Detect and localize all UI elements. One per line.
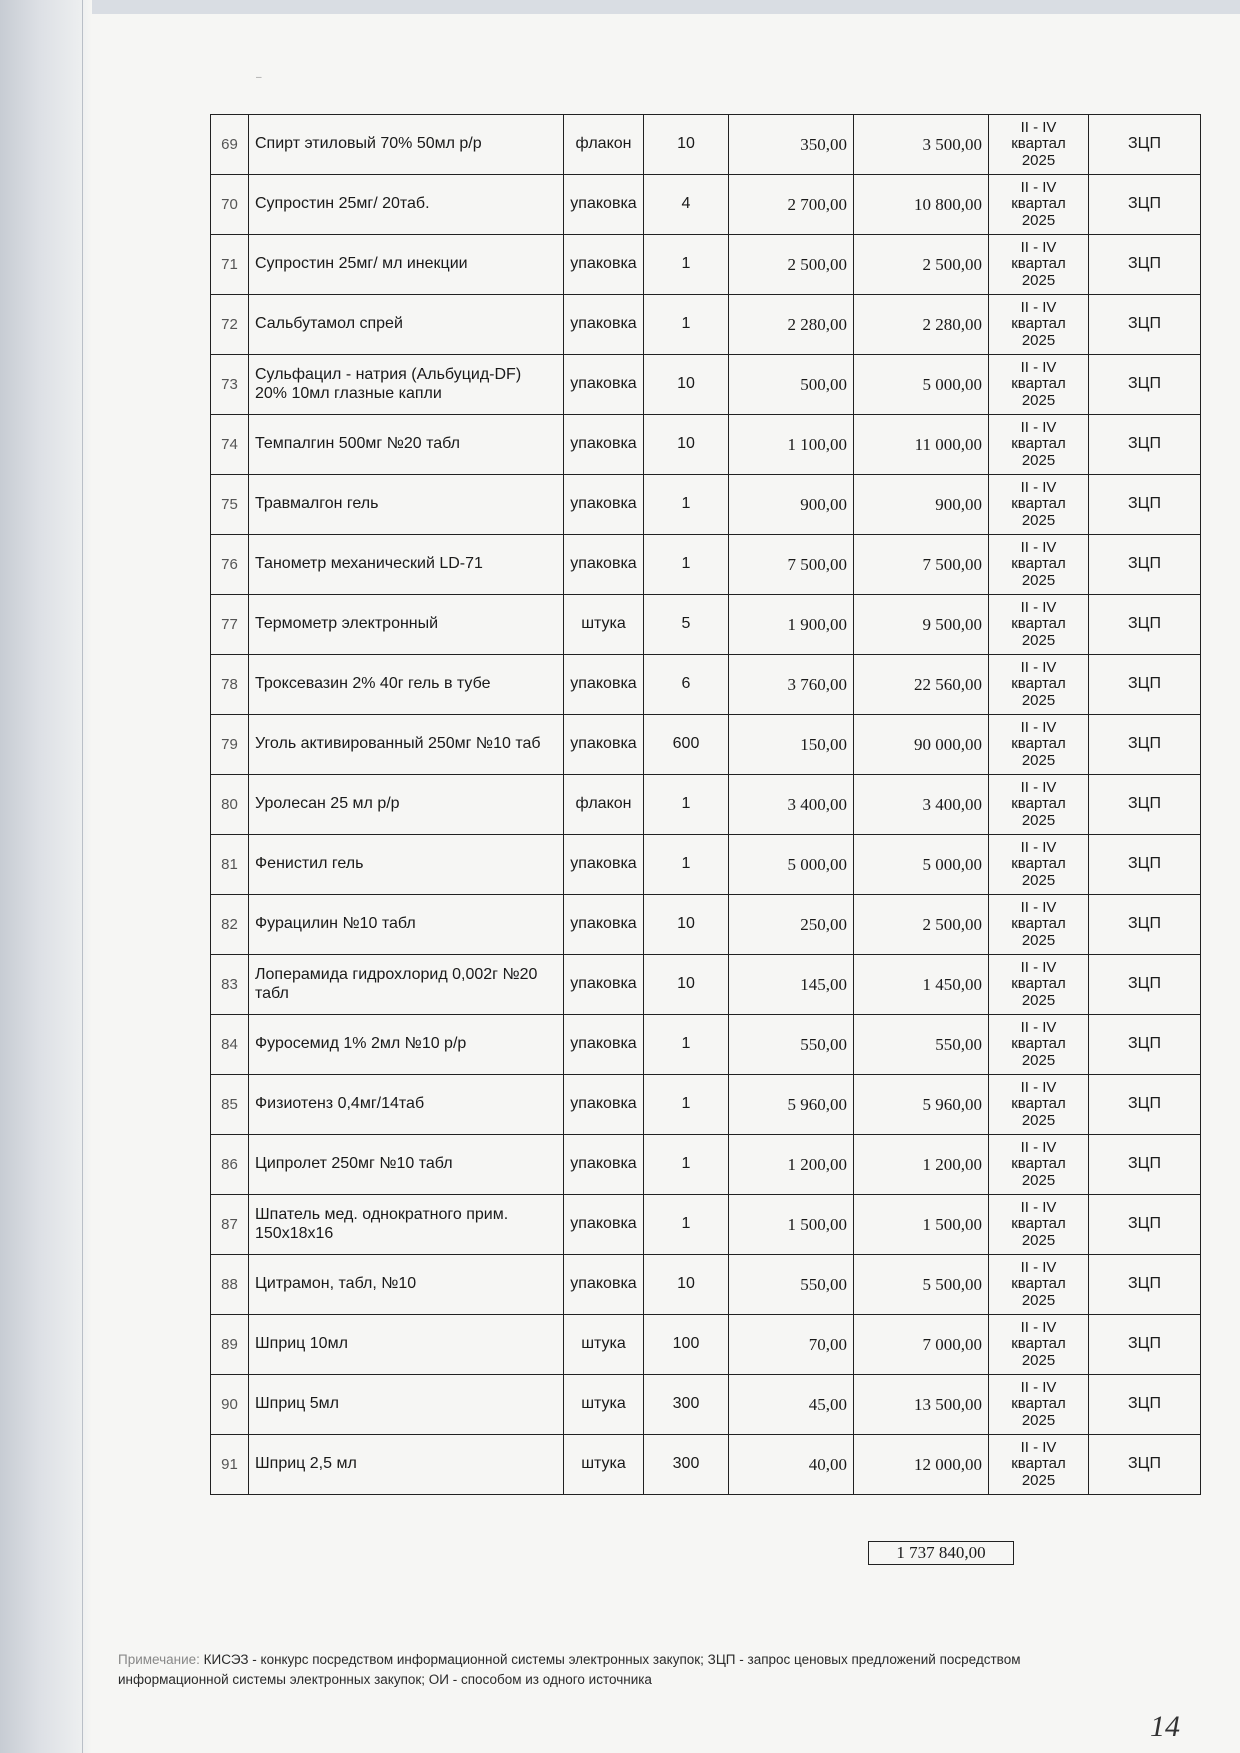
sum-cell: 3 400,00 [854, 775, 989, 835]
quantity-cell: 10 [644, 1255, 729, 1315]
quantity-cell: 10 [644, 955, 729, 1015]
period-line: 2025 [1021, 451, 1056, 469]
table-row [211, 775, 1201, 835]
row-number-cell: 77 [211, 595, 249, 655]
price-cell: 45,00 [729, 1375, 854, 1435]
period-line: II - IV [1020, 238, 1057, 256]
price-cell: 5 000,00 [729, 835, 854, 895]
unit-cell: упаковка [564, 1255, 644, 1315]
item-name-cell: Уголь активированный 250мг №10 таб [249, 715, 564, 775]
period-line: 2025 [1021, 211, 1056, 229]
quantity-cell: 1 [644, 475, 729, 535]
table-row [211, 835, 1201, 895]
period-line: 2025 [1021, 631, 1056, 649]
period-line: квартал [1011, 1275, 1066, 1293]
period-line: II - IV [1020, 1198, 1057, 1216]
scan-left-edge [0, 0, 92, 1753]
quantity-cell: 1 [644, 835, 729, 895]
price-cell: 1 900,00 [729, 595, 854, 655]
period-cell [989, 535, 1089, 595]
price-cell: 5 960,00 [729, 1075, 854, 1135]
method-cell: ЗЦП [1089, 235, 1201, 295]
sum-cell: 2 280,00 [854, 295, 989, 355]
method-cell: ЗЦП [1089, 175, 1201, 235]
unit-cell: упаковка [564, 835, 644, 895]
table-row [211, 475, 1201, 535]
unit-cell: упаковка [564, 235, 644, 295]
period-cell [989, 235, 1089, 295]
period-cell [989, 595, 1089, 655]
table-row [211, 1375, 1201, 1435]
sum-cell: 2 500,00 [854, 235, 989, 295]
quantity-cell: 10 [644, 115, 729, 175]
period-line: квартал [1011, 375, 1066, 393]
table-row [211, 715, 1201, 775]
table-row [211, 1135, 1201, 1195]
period-line: квартал [1011, 135, 1066, 153]
unit-cell: упаковка [564, 895, 644, 955]
quantity-cell: 10 [644, 415, 729, 475]
quantity-cell: 4 [644, 175, 729, 235]
row-number-cell: 87 [211, 1195, 249, 1255]
quantity-cell: 600 [644, 715, 729, 775]
period-line: II - IV [1020, 898, 1057, 916]
unit-cell: флакон [564, 115, 644, 175]
period-line: 2025 [1021, 1411, 1056, 1429]
period-line: II - IV [1020, 1078, 1057, 1096]
period-line: 2025 [1021, 991, 1056, 1009]
sum-cell: 550,00 [854, 1015, 989, 1075]
row-number-cell: 79 [211, 715, 249, 775]
period-line: квартал [1011, 975, 1066, 993]
price-cell: 250,00 [729, 895, 854, 955]
sum-cell: 12 000,00 [854, 1435, 989, 1495]
row-number-cell: 72 [211, 295, 249, 355]
price-cell: 900,00 [729, 475, 854, 535]
period-cell [989, 1075, 1089, 1135]
period-line: квартал [1011, 435, 1066, 453]
quantity-cell: 6 [644, 655, 729, 715]
period-line: квартал [1011, 795, 1066, 813]
period-line: 2025 [1021, 691, 1056, 709]
row-number-cell: 69 [211, 115, 249, 175]
period-line: 2025 [1021, 391, 1056, 409]
item-name-cell: Лоперамида гидрохлорид 0,002г №20 табл [249, 955, 564, 1015]
row-number-cell: 81 [211, 835, 249, 895]
period-line: II - IV [1020, 778, 1057, 796]
price-cell: 550,00 [729, 1015, 854, 1075]
method-cell: ЗЦП [1089, 1315, 1201, 1375]
period-line: II - IV [1020, 1138, 1057, 1156]
method-cell: ЗЦП [1089, 115, 1201, 175]
period-line: квартал [1011, 1155, 1066, 1173]
footnote [118, 1650, 1098, 1690]
period-line: II - IV [1020, 178, 1057, 196]
period-line: 2025 [1021, 331, 1056, 349]
item-name-cell: Сальбутамол спрей [249, 295, 564, 355]
unit-cell: штука [564, 595, 644, 655]
table-row [211, 1195, 1201, 1255]
price-cell: 40,00 [729, 1435, 854, 1495]
sum-cell: 7 000,00 [854, 1315, 989, 1375]
method-cell: ЗЦП [1089, 715, 1201, 775]
item-name-cell: Травмалгон гель [249, 475, 564, 535]
row-number-cell: 73 [211, 355, 249, 415]
quantity-cell: 300 [644, 1435, 729, 1495]
table-row [211, 535, 1201, 595]
row-number-cell: 84 [211, 1015, 249, 1075]
period-cell [989, 115, 1089, 175]
unit-cell: упаковка [564, 535, 644, 595]
item-name-cell: Сульфацил - натрия (Альбуцид-DF) 20% 10мл глазные капли [249, 355, 564, 415]
period-line: 2025 [1021, 571, 1056, 589]
period-line: 2025 [1021, 811, 1056, 829]
quantity-cell: 1 [644, 295, 729, 355]
table-row [211, 955, 1201, 1015]
period-cell [989, 415, 1089, 475]
period-line: квартал [1011, 255, 1066, 273]
row-number-cell: 71 [211, 235, 249, 295]
row-number-cell: 70 [211, 175, 249, 235]
sum-cell: 22 560,00 [854, 655, 989, 715]
period-cell [989, 1435, 1089, 1495]
price-cell: 70,00 [729, 1315, 854, 1375]
period-cell [989, 355, 1089, 415]
item-name-cell: Танометр механический LD-71 [249, 535, 564, 595]
period-cell [989, 475, 1089, 535]
sum-cell: 10 800,00 [854, 175, 989, 235]
table-row [211, 115, 1201, 175]
table-row [211, 355, 1201, 415]
quantity-cell: 1 [644, 1135, 729, 1195]
period-line: квартал [1011, 1035, 1066, 1053]
unit-cell: штука [564, 1435, 644, 1495]
period-line: квартал [1011, 855, 1066, 873]
period-line: II - IV [1020, 838, 1057, 856]
period-line: квартал [1011, 615, 1066, 633]
quantity-cell: 10 [644, 895, 729, 955]
period-line: II - IV [1020, 1438, 1057, 1456]
period-cell [989, 655, 1089, 715]
quantity-cell: 10 [644, 355, 729, 415]
period-line: II - IV [1020, 598, 1057, 616]
unit-cell: упаковка [564, 1015, 644, 1075]
method-cell: ЗЦП [1089, 1255, 1201, 1315]
table-row [211, 295, 1201, 355]
item-name-cell: Шприц 5мл [249, 1375, 564, 1435]
unit-cell: упаковка [564, 715, 644, 775]
price-cell: 1 500,00 [729, 1195, 854, 1255]
sum-cell: 5 960,00 [854, 1075, 989, 1135]
price-cell: 145,00 [729, 955, 854, 1015]
quantity-cell: 1 [644, 1075, 729, 1135]
item-name-cell: Физиотенз 0,4мг/14таб [249, 1075, 564, 1135]
period-line: II - IV [1020, 718, 1057, 736]
row-number-cell: 78 [211, 655, 249, 715]
period-cell [989, 1015, 1089, 1075]
table-row [211, 235, 1201, 295]
procurement-table [210, 114, 1201, 1495]
period-cell [989, 1255, 1089, 1315]
period-cell [989, 775, 1089, 835]
unit-cell: упаковка [564, 475, 644, 535]
price-cell: 1 100,00 [729, 415, 854, 475]
quantity-cell: 1 [644, 535, 729, 595]
item-name-cell: Шприц 10мл [249, 1315, 564, 1375]
item-name-cell: Фурацилин №10 табл [249, 895, 564, 955]
table-row [211, 895, 1201, 955]
grand-total: 1 737 840,00 [868, 1541, 1014, 1565]
price-cell: 2 700,00 [729, 175, 854, 235]
row-number-cell: 85 [211, 1075, 249, 1135]
sum-cell: 900,00 [854, 475, 989, 535]
table-row [211, 1435, 1201, 1495]
sum-cell: 5 000,00 [854, 355, 989, 415]
sum-cell: 1 450,00 [854, 955, 989, 1015]
period-line: II - IV [1020, 1258, 1057, 1276]
period-cell [989, 835, 1089, 895]
period-line: квартал [1011, 675, 1066, 693]
table-row [211, 595, 1201, 655]
scan-top-edge [0, 0, 1240, 14]
period-line: квартал [1011, 495, 1066, 513]
item-name-cell: Троксевазин 2% 40г гель в тубе [249, 655, 564, 715]
price-cell: 550,00 [729, 1255, 854, 1315]
period-line: квартал [1011, 1215, 1066, 1233]
period-line: II - IV [1020, 1018, 1057, 1036]
period-line: II - IV [1020, 658, 1057, 676]
period-cell [989, 895, 1089, 955]
price-cell: 2 500,00 [729, 235, 854, 295]
period-line: II - IV [1020, 118, 1057, 136]
method-cell: ЗЦП [1089, 1075, 1201, 1135]
period-line: 2025 [1021, 511, 1056, 529]
price-cell: 150,00 [729, 715, 854, 775]
period-line: 2025 [1021, 1471, 1056, 1489]
row-number-cell: 80 [211, 775, 249, 835]
period-line: II - IV [1020, 418, 1057, 436]
period-cell [989, 175, 1089, 235]
price-cell: 1 200,00 [729, 1135, 854, 1195]
period-line: 2025 [1021, 931, 1056, 949]
page-number: 14 [1150, 1710, 1180, 1743]
method-cell: ЗЦП [1089, 415, 1201, 475]
item-name-cell: Цитрамон, табл, №10 [249, 1255, 564, 1315]
period-line: квартал [1011, 195, 1066, 213]
item-name-cell: Супростин 25мг/ мл инекции [249, 235, 564, 295]
row-number-cell: 82 [211, 895, 249, 955]
period-line: 2025 [1021, 751, 1056, 769]
item-name-cell: Темпалгин 500мг №20 табл [249, 415, 564, 475]
method-cell: ЗЦП [1089, 775, 1201, 835]
unit-cell: упаковка [564, 175, 644, 235]
price-cell: 3 400,00 [729, 775, 854, 835]
item-name-cell: Шприц 2,5 мл [249, 1435, 564, 1495]
period-cell [989, 715, 1089, 775]
period-line: квартал [1011, 1395, 1066, 1413]
unit-cell: штука [564, 1315, 644, 1375]
item-name-cell: Шпатель мед. однократного прим. 150х18х16 [249, 1195, 564, 1255]
method-cell: ЗЦП [1089, 1015, 1201, 1075]
quantity-cell: 100 [644, 1315, 729, 1375]
price-cell: 500,00 [729, 355, 854, 415]
period-line: II - IV [1020, 958, 1057, 976]
method-cell: ЗЦП [1089, 595, 1201, 655]
sum-cell: 11 000,00 [854, 415, 989, 475]
period-cell [989, 1135, 1089, 1195]
table-body [211, 115, 1201, 1495]
period-line: квартал [1011, 735, 1066, 753]
footnote-lead: Примечание: [118, 1652, 200, 1667]
scan-binding-line [82, 0, 83, 1753]
unit-cell: упаковка [564, 1075, 644, 1135]
unit-cell: упаковка [564, 1195, 644, 1255]
sum-cell: 90 000,00 [854, 715, 989, 775]
method-cell: ЗЦП [1089, 1195, 1201, 1255]
row-number-cell: 86 [211, 1135, 249, 1195]
sum-cell: 9 500,00 [854, 595, 989, 655]
sum-cell: 5 000,00 [854, 835, 989, 895]
sum-cell: 13 500,00 [854, 1375, 989, 1435]
method-cell: ЗЦП [1089, 655, 1201, 715]
method-cell: ЗЦП [1089, 1435, 1201, 1495]
period-line: квартал [1011, 555, 1066, 573]
row-number-cell: 75 [211, 475, 249, 535]
item-name-cell: Супростин 25мг/ 20таб. [249, 175, 564, 235]
period-line: II - IV [1020, 1318, 1057, 1336]
period-line: 2025 [1021, 1291, 1056, 1309]
sum-cell: 2 500,00 [854, 895, 989, 955]
method-cell: ЗЦП [1089, 535, 1201, 595]
row-number-cell: 88 [211, 1255, 249, 1315]
quantity-cell: 1 [644, 775, 729, 835]
price-cell: 3 760,00 [729, 655, 854, 715]
quantity-cell: 1 [644, 1195, 729, 1255]
period-line: II - IV [1020, 358, 1057, 376]
period-line: 2025 [1021, 1171, 1056, 1189]
table-row [211, 175, 1201, 235]
table-row [211, 1075, 1201, 1135]
item-name-cell: Фенистил гель [249, 835, 564, 895]
table-row [211, 1315, 1201, 1375]
quantity-cell: 300 [644, 1375, 729, 1435]
unit-cell: упаковка [564, 1135, 644, 1195]
item-name-cell: Фуросемид 1% 2мл №10 р/р [249, 1015, 564, 1075]
method-cell: ЗЦП [1089, 475, 1201, 535]
sum-cell: 1 200,00 [854, 1135, 989, 1195]
table-row [211, 1015, 1201, 1075]
price-cell: 2 280,00 [729, 295, 854, 355]
period-line: 2025 [1021, 1051, 1056, 1069]
period-cell [989, 1195, 1089, 1255]
method-cell: ЗЦП [1089, 295, 1201, 355]
table-row [211, 1255, 1201, 1315]
period-cell [989, 1315, 1089, 1375]
row-number-cell: 83 [211, 955, 249, 1015]
period-line: квартал [1011, 1095, 1066, 1113]
unit-cell: упаковка [564, 955, 644, 1015]
sum-cell: 7 500,00 [854, 535, 989, 595]
row-number-cell: 91 [211, 1435, 249, 1495]
unit-cell: упаковка [564, 355, 644, 415]
period-line: 2025 [1021, 871, 1056, 889]
price-cell: 7 500,00 [729, 535, 854, 595]
quantity-cell: 5 [644, 595, 729, 655]
quantity-cell: 1 [644, 1015, 729, 1075]
period-cell [989, 1375, 1089, 1435]
period-line: 2025 [1021, 151, 1056, 169]
period-line: квартал [1011, 915, 1066, 933]
method-cell: ЗЦП [1089, 895, 1201, 955]
unit-cell: флакон [564, 775, 644, 835]
unit-cell: штука [564, 1375, 644, 1435]
unit-cell: упаковка [564, 415, 644, 475]
row-number-cell: 74 [211, 415, 249, 475]
period-line: квартал [1011, 1335, 1066, 1353]
period-line: II - IV [1020, 298, 1057, 316]
period-line: II - IV [1020, 1378, 1057, 1396]
sum-cell: 3 500,00 [854, 115, 989, 175]
scan-mark: – [256, 72, 262, 83]
table-row [211, 655, 1201, 715]
item-name-cell: Уролесан 25 мл р/р [249, 775, 564, 835]
unit-cell: упаковка [564, 295, 644, 355]
sum-cell: 5 500,00 [854, 1255, 989, 1315]
item-name-cell: Ципролет 250мг №10 табл [249, 1135, 564, 1195]
footnote-text: КИСЭЗ - конкурс посредством информационной системы электронных закупок; ЗЦП - запрос ценовых предложений посредством информационной системы электронных закупок; ОИ - способом из одного источника [118, 1652, 1021, 1687]
period-line: 2025 [1021, 1231, 1056, 1249]
method-cell: ЗЦП [1089, 835, 1201, 895]
period-line: 2025 [1021, 1111, 1056, 1129]
period-cell [989, 955, 1089, 1015]
row-number-cell: 90 [211, 1375, 249, 1435]
period-line: квартал [1011, 1455, 1066, 1473]
item-name-cell: Термометр электронный [249, 595, 564, 655]
period-cell [989, 295, 1089, 355]
price-cell: 350,00 [729, 115, 854, 175]
unit-cell: упаковка [564, 655, 644, 715]
period-line: 2025 [1021, 1351, 1056, 1369]
period-line: 2025 [1021, 271, 1056, 289]
row-number-cell: 76 [211, 535, 249, 595]
period-line: квартал [1011, 315, 1066, 333]
row-number-cell: 89 [211, 1315, 249, 1375]
item-name-cell: Спирт этиловый 70% 50мл р/р [249, 115, 564, 175]
table-row [211, 415, 1201, 475]
period-line: II - IV [1020, 538, 1057, 556]
quantity-cell: 1 [644, 235, 729, 295]
method-cell: ЗЦП [1089, 1135, 1201, 1195]
period-line: II - IV [1020, 478, 1057, 496]
method-cell: ЗЦП [1089, 355, 1201, 415]
method-cell: ЗЦП [1089, 1375, 1201, 1435]
method-cell: ЗЦП [1089, 955, 1201, 1015]
sum-cell: 1 500,00 [854, 1195, 989, 1255]
